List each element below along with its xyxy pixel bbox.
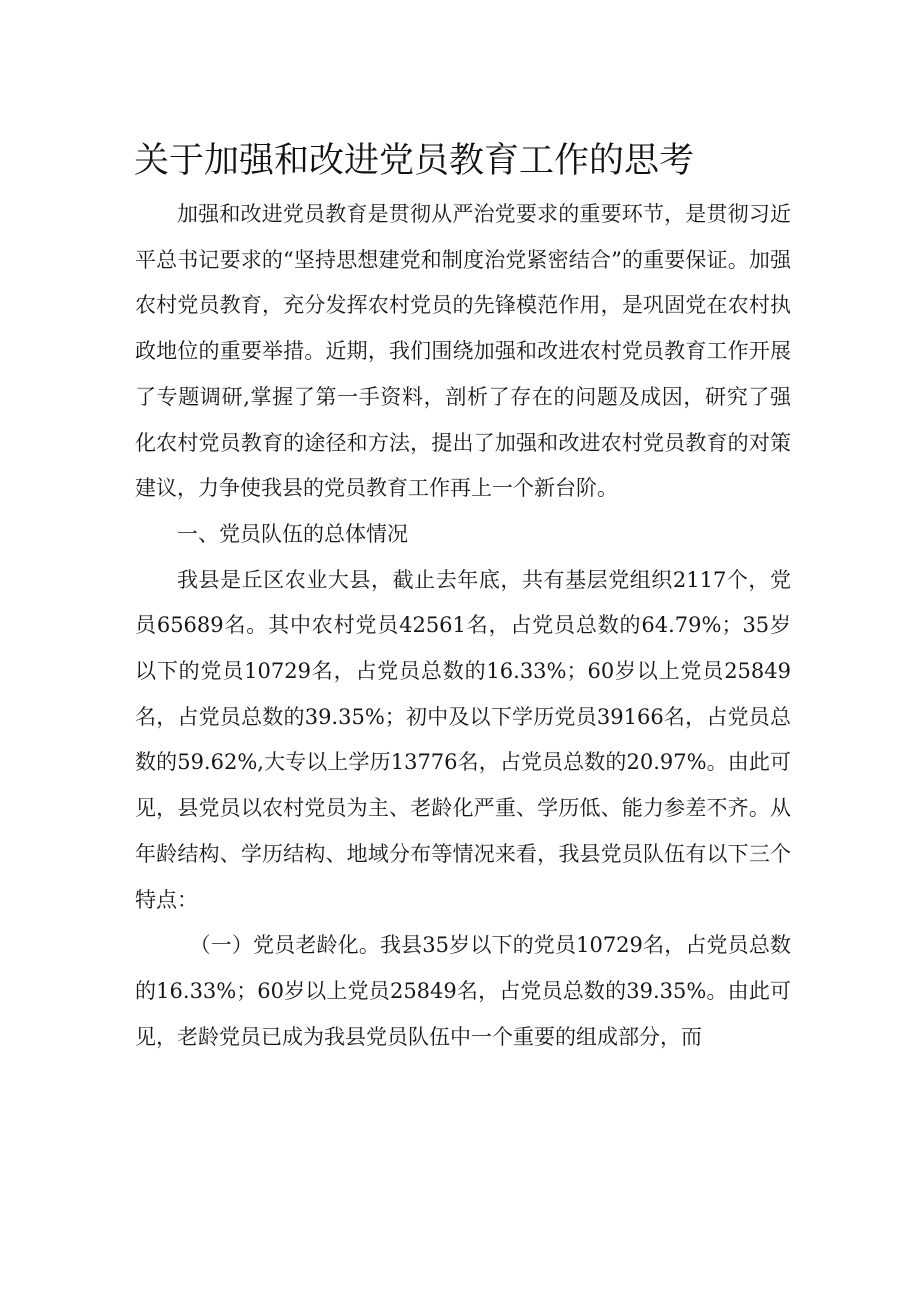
subsection-aging-paragraph: （一）党员老龄化。我县35岁以下的党员10729名，占党员总数的16.33%；60岁以上党员25849名，占党员总数的39.35%。由此可见，老龄党员已成为我县党员队伍中一个重要的组成部分，而 xyxy=(135,933,791,1049)
document-body xyxy=(135,192,791,1060)
document-title: 关于加强和改进党员教育工作的思考 xyxy=(134,141,695,181)
section-heading-overview: 一、党员队伍的总体情况 xyxy=(177,521,408,546)
statistics-paragraph: 我县是丘区农业大县，截止去年底，共有基层党组织2117个，党员65689名。其中农村党员42561名，占党员总数的64.79%；35岁以下的党员10729名，占党员总数的16.33%；60岁以上党员25849名，占党员总数的39.35%；初中及以下学历党员39166名，占党员总数的59.62%,大专以上学历13776名，占党员总数的20.97%。由此可见，县党员以农村党员为主、老龄化严重、学历低、能力参差不齐。从年龄结构、学历结构、地域分布等情况来看，我县党员队伍有以下三个特点： xyxy=(135,567,791,912)
intro-paragraph: 加强和改进党员教育是贯彻从严治党要求的重要环节，是贯彻习近平总书记要求的“坚持思想建党和制度治党紧密结合”的重要保证。加强农村党员教育，充分发挥农村党员的先锋模范作用，是巩固党在农村执政地位的重要举措。近期，我们围绕加强和改进农村党员教育工作开展了专题调研,掌握了第一手资料，剖析了存在的问题及成因，研究了强化农村党员教育的途径和方法，提出了加强和改进农村党员教育的对策建议，力争使我县的党员教育工作再上一个新台阶。 xyxy=(135,202,791,501)
